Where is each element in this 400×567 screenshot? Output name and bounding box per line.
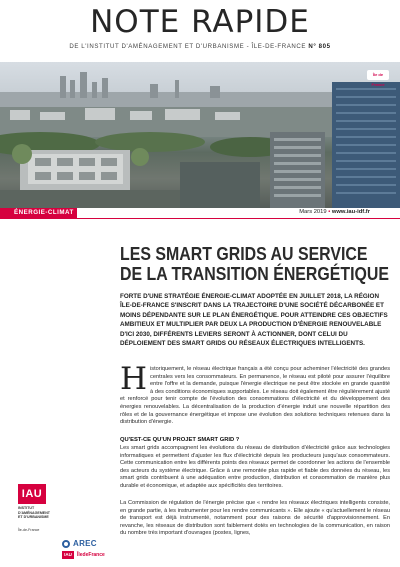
category-tag: ÉNERGIE-CLIMAT [0,208,77,218]
iau-logo-small: IAU [62,551,74,559]
website-link[interactable]: www.iau-idf.fr [331,209,370,215]
publication-subtitle-text: DE L'INSTITUT D'AMÉNAGEMENT ET D'URBANISME - ÎLE-DE-FRANCE [69,43,307,50]
dropcap: H [120,361,148,397]
category-bar [0,208,400,222]
cityscape-illustration [0,62,400,208]
divider [0,218,400,219]
article-title-line2: DE LA TRANSITION ÉNERGÉTIQUE [120,262,390,284]
publication-title: NOTE RAPIDE [90,4,310,40]
arec-logo [62,539,104,551]
intro-text: istoriquement, le réseau électrique français a été conçu pour acheminer l'électricité des grandes centrales vers les consommateurs. En permanence, le réseau est piloté pour assurer l'équilibre entre l'offre et la demande, puisque l'énergie électrique ne peut être stockée en grande quantité à des conditions économiques supportables. Le réseau doit également être régulièrement ajusté et renforcé pour tenir compte de l'évolution des consommations d'électricité et du développement des énergies renouvelables. La décentralisation de la production d'énergie induit une nouvelle répartition des rôles et de la gouvernance énergétique et impose une évolution des solutions techniques retenues dans la distribution d'énergie. [120,366,390,426]
issue-date-line [299,209,370,215]
region-logo: ÎledeFrance [77,552,105,558]
region-logo-small: Île-de-France [18,528,40,532]
region-logo-badge: Île de France [367,70,389,80]
body-paragraph: Les smart grids accompagnent les évolutions du réseau de distribution d'électricité grâce aux technologies informatiques et permettent d'ajuster les flux d'électricité depuis les producteurs jusqu'aux consommateurs. Cette communication entre les différents points des réseaux permet de coordonner les actions de l'ensemble des acteurs du système électrique. Grâce à une remontée plus rapide et fiable des données du réseau, les smart grids contribuent à une adéquation entre production, distribution et consommation de manière plus durable et économique, et adaptée aux spécificités des territoires. [120,445,390,489]
body-paragraph: La Commission de régulation de l'énergie précise que « rendre les réseaux électriques intelligents consiste, en grande partie, à les instrumenter pour les rendre communicants ». Elle ajoute « qu'actuellement le réseau de transport est déjà instrumenté, notamment pour des raisons de sécurité d'approvisionnement. En revanche, les réseaux de distribution sont faiblement dotés en technologies de la communication, en raison du nombre très important d'ouvrages (postes, lignes, [120,500,390,537]
publication-subtitle [0,43,400,50]
issue-number: N° 805 [308,43,331,50]
intro-paragraph [120,361,390,427]
issue-date: Mars 2019 [299,209,327,215]
masthead [0,0,400,62]
article-title-line1: LES SMART GRIDS AU SERVICE [120,243,368,264]
article-title [120,243,390,284]
article-lead: FORTE D'UNE STRATÉGIE ÉNERGIE-CLIMAT ADOPTÉE EN JUILLET 2018, LA RÉGION ÎLE-DE-FRANCE S'INSCRIT DANS LA TRAJECTOIRE D'UNE SOCIÉTÉ DÉCARBONÉE ET MOINS DÉPENDANTE SUR LE PLAN ÉNERGÉTIQUE. POUR ATTEINDRE CES OBJECTIFS AMBITIEUX ET MULTIPLIER PAR DEUX LA PRODUCTION D'ÉNERGIE RENOUVELABLE D'ICI 2030, DIFFÉRENTS LEVIERS SERONT À ACTIONNER, DONT CELUI DU DÉPLOIEMENT DES SMART GRIDS OU RÉSEAUX ÉLECTRIQUES INTELLIGENTS. [120,293,388,348]
arec-mark-icon [62,540,70,548]
date-separator: • [328,209,331,215]
iau-logo: IAU [18,484,46,504]
cover-photo [0,62,400,208]
arec-logo-text: AREC [73,539,97,548]
iau-logo-caption: INSTITUT D'AMÉNAGEMENT ET D'URBANISME [18,506,50,519]
section-heading: QU'EST-CE QU'UN PROJET SMART GRID ? [120,437,240,443]
